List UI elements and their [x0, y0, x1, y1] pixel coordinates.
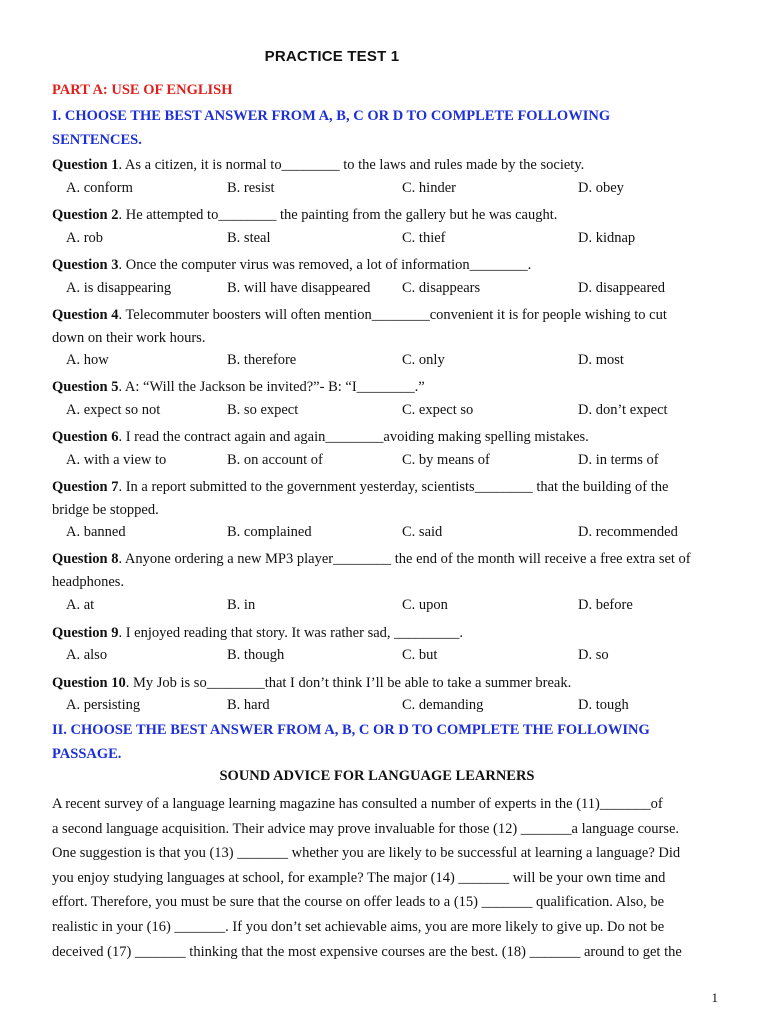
question-2 [52, 204, 702, 227]
question-1 [52, 154, 702, 177]
answer-option-d: D. recommended [578, 524, 678, 540]
question-5 [52, 376, 702, 399]
answer-option-a: A. banned [66, 524, 126, 540]
section-2-line-2: PASSAGE. [52, 746, 122, 762]
question-9-options [66, 647, 706, 669]
answer-option-d: D. before [578, 597, 633, 613]
question-text: . He attempted to________ the painting from the gallery but he was caught. [118, 207, 558, 223]
question-6 [52, 426, 702, 449]
question-7 [52, 476, 702, 522]
question-label: Question 2 [52, 207, 119, 223]
page-title: PRACTICE TEST 1 [264, 48, 400, 65]
answer-option-a: A. expect so not [66, 402, 161, 418]
passage-line: you enjoy studying languages at school, for example? The major (14) _______ will be your own time and [52, 869, 666, 886]
answer-option-c: C. thief [402, 230, 446, 246]
answer-option-d: D. disappeared [578, 280, 665, 296]
passage [52, 792, 702, 964]
question-label: Question 5 [52, 379, 119, 395]
question-text: . Once the computer virus was removed, a lot of information________. [118, 257, 532, 273]
answer-option-c: C. by means of [402, 452, 490, 468]
section-2-heading [52, 718, 712, 766]
question-label: Question 10 [52, 675, 126, 691]
answer-option-a: A. conform [66, 180, 133, 196]
answer-option-b: B. hard [227, 697, 270, 713]
answer-option-a: A. with a view to [66, 452, 167, 468]
passage-line: effort. Therefore, you must be sure that the course on offer leads to a (15) _______ qualification. Also, be [52, 894, 665, 911]
question-5-options [66, 402, 706, 424]
answer-option-b: B. complained [227, 524, 312, 540]
question-9 [52, 622, 702, 645]
passage-line: One suggestion is that you (13) _______ whether you are likely to be successful at learning a language? Did [52, 845, 681, 862]
question-text: . My Job is so________that I don’t think I’ll be able to take a summer break. [125, 675, 572, 691]
answer-option-b: B. will have disappeared [227, 280, 371, 296]
question-4 [52, 304, 702, 350]
question-label: Question 1 [52, 157, 119, 173]
question-2-options [66, 230, 706, 252]
question-text: . I enjoyed reading that story. It was rather sad, _________. [118, 625, 464, 641]
section-2-line-1: II. CHOOSE THE BEST ANSWER FROM A, B, C OR D TO COMPLETE THE FOLLOWING [52, 722, 650, 738]
answer-option-d: D. kidnap [578, 230, 636, 246]
answer-option-c: C. disappears [402, 280, 481, 296]
question-label: Question 7 [52, 479, 119, 495]
question-10-options [66, 697, 706, 719]
answer-option-a: A. how [66, 352, 109, 368]
question-1-options [66, 180, 706, 202]
part-heading: PART A: USE OF ENGLISH [52, 82, 233, 98]
answer-option-c: C. only [402, 352, 445, 368]
answer-option-d: D. most [578, 352, 624, 368]
answer-option-a: A. also [66, 647, 108, 663]
passage-line: realistic in your (16) _______. If you don’t set achievable aims, you are more likely to give up. Do not be [52, 918, 665, 935]
section-1-heading [52, 104, 712, 152]
answer-option-a: A. at [66, 597, 95, 613]
question-text: . I read the contract again and again________avoiding making spelling mistakes. [118, 429, 589, 445]
answer-option-b: B. steal [227, 230, 271, 246]
answer-option-b: B. resist [227, 180, 275, 196]
answer-option-c: C. demanding [402, 697, 484, 713]
question-label: Question 8 [52, 551, 119, 567]
question-text: . As a citizen, it is normal to________ to the laws and rules made by the society. [118, 157, 585, 173]
question-3-options [66, 280, 706, 302]
question-8 [52, 548, 702, 594]
answer-option-d: D. don’t expect [578, 402, 668, 418]
answer-option-c: C. said [402, 524, 443, 540]
question-text: . Anyone ordering a new MP3 player________ the end of the month will receive a free extra set of headphones. [52, 551, 691, 590]
answer-option-a: A. is disappearing [66, 280, 172, 296]
section-1-line-1: I. CHOOSE THE BEST ANSWER FROM A, B, C OR D TO COMPLETE FOLLOWING [52, 108, 611, 124]
answer-option-c: C. hinder [402, 180, 456, 196]
question-3 [52, 254, 702, 277]
section-1-line-2: SENTENCES. [52, 132, 142, 148]
answer-option-c: C. upon [402, 597, 448, 613]
answer-option-d: D. in terms of [578, 452, 659, 468]
answer-option-b: B. on account of [227, 452, 323, 468]
passage-line: a second language acquisition. Their advice may prove invaluable for those (12) _______a language course. [52, 820, 680, 837]
answer-option-a: A. rob [66, 230, 104, 246]
passage-line: A recent survey of a language learning magazine has consulted a number of experts in the (11)_______of [52, 796, 663, 812]
question-label: Question 9 [52, 625, 119, 641]
question-text: . In a report submitted to the government yesterday, scientists________ that the building of the bridge be stopped. [52, 479, 669, 518]
answer-option-d: D. so [578, 647, 609, 663]
question-text: . Telecommuter boosters will often mention________convenient it is for people wishing to cut down on their work hours. [52, 307, 667, 346]
answer-option-b: B. though [227, 647, 285, 663]
question-4-options [66, 352, 706, 374]
answer-option-c: C. but [402, 647, 438, 663]
answer-option-d: D. tough [578, 697, 629, 713]
question-6-options [66, 452, 706, 474]
question-8-options [66, 597, 706, 619]
question-label: Question 4 [52, 307, 119, 323]
question-10 [52, 672, 702, 695]
answer-option-b: B. so expect [227, 402, 299, 418]
question-label: Question 6 [52, 429, 119, 445]
question-text: . A: “Will the Jackson be invited?”- B: “I________.” [118, 379, 425, 395]
answer-option-b: B. therefore [227, 352, 297, 368]
passage-title: SOUND ADVICE FOR LANGUAGE LEARNERS [219, 768, 535, 784]
question-7-options [66, 524, 706, 546]
answer-option-b: B. in [227, 597, 256, 613]
passage-line: deceived (17) _______ thinking that the most expensive courses are the best. (18) _______ around to get the [52, 943, 682, 960]
question-label: Question 3 [52, 257, 119, 273]
answer-option-c: C. expect so [402, 402, 474, 418]
answer-option-a: A. persisting [66, 697, 141, 713]
page-number: 1 [711, 990, 718, 1005]
answer-option-d: D. obey [578, 180, 624, 196]
